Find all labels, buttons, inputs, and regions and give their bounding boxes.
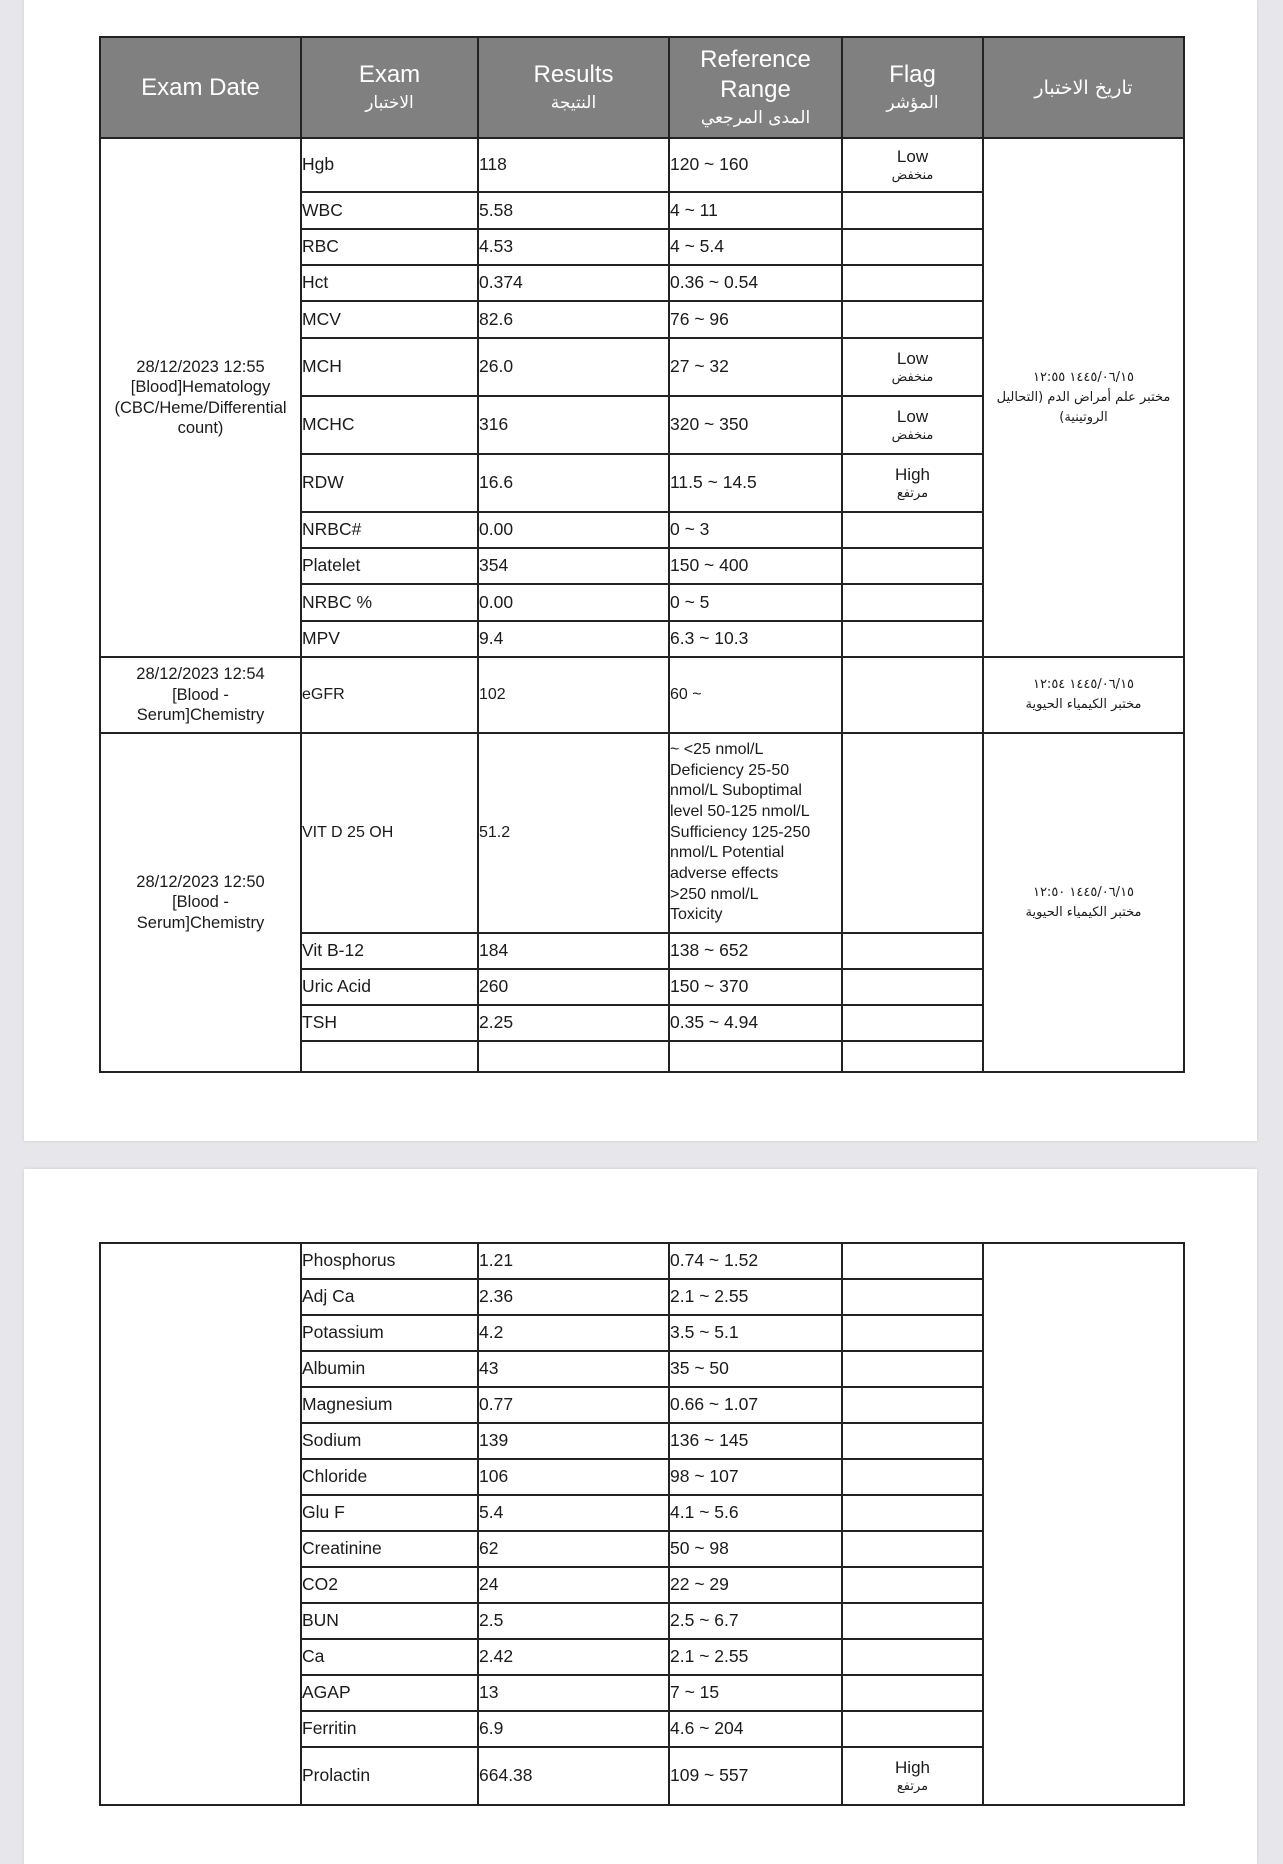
arabic-timestamp-text: ١٢:٥٤ ١٤٤٥/٠٦/١٥ <box>1032 677 1135 692</box>
arabic-date-cell <box>983 1243 1184 1805</box>
header-reference-range <box>669 37 842 138</box>
reference-range-cell: 0 ~ 5 <box>669 584 842 621</box>
reference-range-cell: 11.5 ~ 14.5 <box>669 454 842 512</box>
result-value-cell: 16.6 <box>478 454 669 512</box>
header-exam <box>301 37 478 138</box>
result-value-cell: 5.58 <box>478 192 669 229</box>
arabic-date-cell <box>983 138 1184 657</box>
result-value-cell: 139 <box>478 1423 669 1459</box>
reference-range-cell: 150 ~ 370 <box>669 969 842 1005</box>
exam-date-cell: 28/12/2023 12:55 [Blood]Hematology (CBC/Heme/Differential count) <box>100 138 301 657</box>
flag-cell <box>842 301 983 338</box>
lab-results-table-page-2 <box>99 1242 1185 1806</box>
flag-cell <box>842 1387 983 1423</box>
arabic-timestamp <box>984 675 1183 695</box>
header-exam-date-arabic-label: تاريخ الاختبار <box>1034 76 1133 99</box>
flag-label-arabic: منخفض <box>891 369 934 385</box>
exam-date-cell <box>100 1243 301 1805</box>
exam-name-cell: MCV <box>301 301 478 338</box>
reference-range-cell: 7 ~ 15 <box>669 1675 842 1711</box>
reference-range-cell: 136 ~ 145 <box>669 1423 842 1459</box>
reference-range-cell: 35 ~ 50 <box>669 1351 842 1387</box>
flag-cell <box>842 396 983 454</box>
flag-cell <box>842 1747 983 1805</box>
exam-name-cell: Sodium <box>301 1423 478 1459</box>
flag-cell <box>842 512 983 548</box>
result-value-cell: 1.21 <box>478 1243 669 1279</box>
exam-name-cell: WBC <box>301 192 478 229</box>
arabic-timestamp <box>984 883 1183 903</box>
reference-range-cell: 0.66 ~ 1.07 <box>669 1387 842 1423</box>
exam-name-cell: Vit B-12 <box>301 933 478 969</box>
exam-name-cell: AGAP <box>301 1675 478 1711</box>
exam-name-cell: Creatinine <box>301 1531 478 1567</box>
result-value-cell: 13 <box>478 1675 669 1711</box>
flag-cell <box>842 733 983 933</box>
header-reference-range-label: Reference Range <box>700 45 811 103</box>
flag-label: Low <box>896 348 929 368</box>
arabic-lab-name: مختبر علم أمراض الدم (التحاليل الروتينية) <box>996 389 1171 425</box>
flag-cell <box>842 621 983 657</box>
result-value-cell: 5.4 <box>478 1495 669 1531</box>
arabic-timestamp-text: ١٢:٥٥ ١٤٤٥/٠٦/١٥ <box>1032 369 1135 385</box>
header-flag-label: Flag <box>889 60 936 88</box>
table-row <box>100 1243 1184 1279</box>
reference-range-cell: 4 ~ 5.4 <box>669 229 842 265</box>
table-body <box>100 1243 1184 1805</box>
result-value-cell: 106 <box>478 1459 669 1495</box>
result-value-cell: 2.42 <box>478 1639 669 1675</box>
exam-name-cell: NRBC# <box>301 512 478 548</box>
reference-range-cell: 27 ~ 32 <box>669 338 842 396</box>
flag-cell <box>842 265 983 301</box>
reference-range-cell: 4.6 ~ 204 <box>669 1711 842 1747</box>
result-value-cell: 0.00 <box>478 512 669 548</box>
header-results-label: Results <box>533 60 614 88</box>
header-row <box>100 37 1184 138</box>
header-results <box>478 37 669 138</box>
flag-cell <box>842 1243 983 1279</box>
flag-cell <box>842 1603 983 1639</box>
flag-cell <box>842 192 983 229</box>
exam-name-cell: Ca <box>301 1639 478 1675</box>
flag-cell <box>842 1459 983 1495</box>
flag-label-arabic: منخفض <box>891 427 934 443</box>
arabic-date-cell <box>983 657 1184 733</box>
exam-date-cell: 28/12/2023 12:54 [Blood - Serum]Chemistry <box>100 657 301 733</box>
exam-name-cell: TSH <box>301 1005 478 1041</box>
result-value-cell: 6.9 <box>478 1711 669 1747</box>
reference-range-cell: 2.1 ~ 2.55 <box>669 1279 842 1315</box>
flag-cell <box>842 969 983 1005</box>
result-value-cell: 4.53 <box>478 229 669 265</box>
flag-cell <box>842 454 983 512</box>
flag-cell <box>842 1279 983 1315</box>
flag-label-arabic: منخفض <box>891 167 934 183</box>
reference-range-cell: 109 ~ 557 <box>669 1747 842 1805</box>
flag-cell <box>842 229 983 265</box>
result-value-cell: 9.4 <box>478 621 669 657</box>
result-value-cell: 26.0 <box>478 338 669 396</box>
result-value-cell: 184 <box>478 933 669 969</box>
flag-label: Low <box>896 406 929 426</box>
flag-cell <box>842 1639 983 1675</box>
exam-name-cell <box>301 1041 478 1072</box>
table-row <box>100 138 1184 192</box>
exam-name-cell: Hct <box>301 265 478 301</box>
header-exam-label: Exam <box>358 60 421 88</box>
arabic-lab-name: مختبر الكيمياء الحيوية <box>1025 904 1142 920</box>
reference-range-cell: 50 ~ 98 <box>669 1531 842 1567</box>
table-row <box>100 733 1184 933</box>
result-value-cell: 316 <box>478 396 669 454</box>
exam-name-cell: Prolactin <box>301 1747 478 1805</box>
flag-cell <box>842 1531 983 1567</box>
exam-name-cell: Magnesium <box>301 1387 478 1423</box>
reference-range-cell: 3.5 ~ 5.1 <box>669 1315 842 1351</box>
header-exam-label-arabic: الاختبار <box>365 92 414 113</box>
reference-range-cell: 98 ~ 107 <box>669 1459 842 1495</box>
reference-range-cell: 120 ~ 160 <box>669 138 842 192</box>
exam-name-cell: Albumin <box>301 1351 478 1387</box>
exam-name-cell: MPV <box>301 621 478 657</box>
lab-results-table-page-1 <box>99 36 1185 1073</box>
reference-range-cell: 76 ~ 96 <box>669 301 842 338</box>
exam-name-cell: Chloride <box>301 1459 478 1495</box>
flag-label-arabic: مرتفع <box>896 1778 929 1794</box>
reference-range-cell: 6.3 ~ 10.3 <box>669 621 842 657</box>
exam-name-cell: Phosphorus <box>301 1243 478 1279</box>
flag-cell <box>842 1005 983 1041</box>
reference-range-cell: 0.35 ~ 4.94 <box>669 1005 842 1041</box>
flag-cell <box>842 1711 983 1747</box>
exam-name-cell: RBC <box>301 229 478 265</box>
report-page-1 <box>24 0 1257 1141</box>
exam-name-cell: Hgb <box>301 138 478 192</box>
header-exam-date-label: Exam Date <box>141 73 260 101</box>
result-value-cell: 4.2 <box>478 1315 669 1351</box>
header-exam-date-arabic <box>983 37 1184 138</box>
exam-name-cell: RDW <box>301 454 478 512</box>
result-value-cell: 102 <box>478 657 669 733</box>
result-value-cell: 24 <box>478 1567 669 1603</box>
header-flag <box>842 37 983 138</box>
header-reference-range-label-arabic: المدى المرجعي <box>700 107 811 128</box>
result-value-cell: 0.374 <box>478 265 669 301</box>
flag-cell <box>842 138 983 192</box>
reference-range-cell: 320 ~ 350 <box>669 396 842 454</box>
reference-range-cell: 0.36 ~ 0.54 <box>669 265 842 301</box>
exam-date-cell: 28/12/2023 12:50 [Blood - Serum]Chemistry <box>100 733 301 1072</box>
report-page-2 <box>24 1169 1257 1864</box>
flag-cell <box>842 1351 983 1387</box>
result-value-cell: 2.25 <box>478 1005 669 1041</box>
result-value-cell: 260 <box>478 969 669 1005</box>
exam-name-cell: CO2 <box>301 1567 478 1603</box>
header-exam-date <box>100 37 301 138</box>
reference-range-cell: ~ <25 nmol/L Deficiency 25-50 nmol/L Suboptimal level 50-125 nmol/L Sufficiency 125-250 nmol/L Potential adverse effects >250 nmol/L Toxicity <box>669 733 842 933</box>
flag-cell <box>842 1423 983 1459</box>
result-value-cell: 43 <box>478 1351 669 1387</box>
result-value-cell: 0.00 <box>478 584 669 621</box>
result-value-cell: 62 <box>478 1531 669 1567</box>
arabic-timestamp <box>984 368 1183 388</box>
exam-name-cell: Potassium <box>301 1315 478 1351</box>
flag-cell <box>842 1675 983 1711</box>
table-body <box>100 138 1184 1072</box>
flag-cell <box>842 584 983 621</box>
exam-name-cell: Adj Ca <box>301 1279 478 1315</box>
exam-name-cell: Uric Acid <box>301 969 478 1005</box>
result-value-cell: 2.36 <box>478 1279 669 1315</box>
result-value-cell <box>478 1041 669 1072</box>
flag-label: High <box>895 464 930 484</box>
exam-name-cell: VIT D 25 OH <box>301 733 478 933</box>
flag-cell <box>842 933 983 969</box>
exam-name-cell: eGFR <box>301 657 478 733</box>
exam-name-cell: Ferritin <box>301 1711 478 1747</box>
exam-name-cell: Glu F <box>301 1495 478 1531</box>
flag-label: High <box>895 1757 930 1777</box>
flag-label-arabic: مرتفع <box>896 485 929 501</box>
arabic-date-cell <box>983 733 1184 1072</box>
table-row <box>100 657 1184 733</box>
arabic-lab-name: مختبر الكيمياء الحيوية <box>1025 697 1142 712</box>
reference-range-cell: 2.5 ~ 6.7 <box>669 1603 842 1639</box>
arabic-timestamp-text: ١٢:٥٠ ١٤٤٥/٠٦/١٥ <box>1032 884 1135 900</box>
header-flag-label-arabic: المؤشر <box>886 92 939 113</box>
header-results-label-arabic: النتيجة <box>550 92 597 113</box>
flag-cell <box>842 1315 983 1351</box>
result-value-cell: 0.77 <box>478 1387 669 1423</box>
exam-name-cell: NRBC % <box>301 584 478 621</box>
reference-range-cell: 0 ~ 3 <box>669 512 842 548</box>
flag-cell <box>842 1495 983 1531</box>
reference-range-cell: 22 ~ 29 <box>669 1567 842 1603</box>
reference-range-cell: 60 ~ <box>669 657 842 733</box>
reference-range-cell: 4 ~ 11 <box>669 192 842 229</box>
flag-label: Low <box>896 146 929 166</box>
result-value-cell: 664.38 <box>478 1747 669 1805</box>
reference-range-cell: 2.1 ~ 2.55 <box>669 1639 842 1675</box>
result-value-cell: 82.6 <box>478 301 669 338</box>
reference-range-cell: 4.1 ~ 5.6 <box>669 1495 842 1531</box>
flag-cell <box>842 548 983 584</box>
flag-cell <box>842 338 983 396</box>
reference-range-cell: 150 ~ 400 <box>669 548 842 584</box>
flag-cell <box>842 1567 983 1603</box>
exam-name-cell: Platelet <box>301 548 478 584</box>
exam-name-cell: MCHC <box>301 396 478 454</box>
result-value-cell: 51.2 <box>478 733 669 933</box>
reference-range-cell <box>669 1041 842 1072</box>
result-value-cell: 118 <box>478 138 669 192</box>
result-value-cell: 354 <box>478 548 669 584</box>
reference-range-cell: 138 ~ 652 <box>669 933 842 969</box>
exam-name-cell: BUN <box>301 1603 478 1639</box>
flag-cell <box>842 657 983 733</box>
result-value-cell: 2.5 <box>478 1603 669 1639</box>
flag-cell <box>842 1041 983 1072</box>
reference-range-cell: 0.74 ~ 1.52 <box>669 1243 842 1279</box>
exam-name-cell: MCH <box>301 338 478 396</box>
